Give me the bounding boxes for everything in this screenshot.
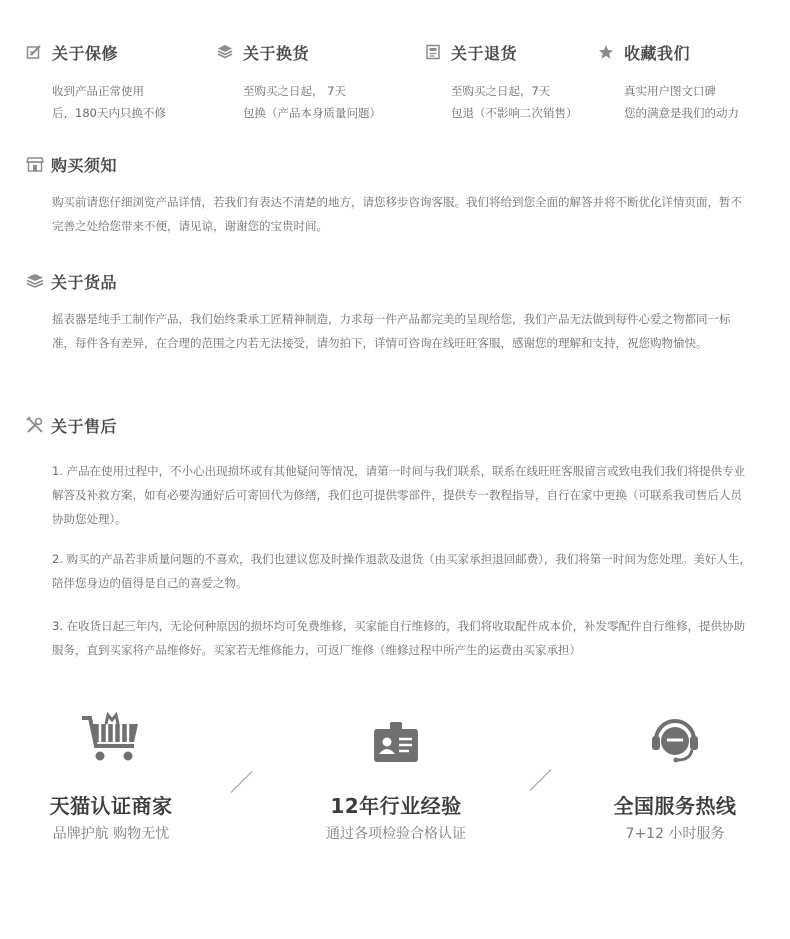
star-icon	[597, 43, 615, 61]
id-card-icon	[373, 720, 419, 768]
badge-title: 全国服务热线	[613, 794, 737, 818]
section-purchase-notice	[26, 152, 766, 238]
badge-experience	[296, 708, 496, 843]
badge-tmall	[11, 708, 211, 843]
policy-title: 关于退货	[451, 43, 518, 63]
policy-title: 收藏我们	[624, 43, 691, 63]
divider	[530, 769, 552, 791]
badge-subtitle: 7+12 小时服务	[625, 826, 725, 842]
section-title: 关于货品	[51, 272, 118, 292]
policy-line: 您的满意是我们的动力	[624, 106, 739, 120]
badge-subtitle: 品牌护航 购物无忧	[52, 826, 170, 842]
policy-line: 包换（产品本身质量问题）	[243, 106, 381, 120]
section-goods	[26, 269, 766, 355]
section-text: 摇表器是纯手工制作产品，我们始终秉承工匠精神制造，力求每一件产品都完美的呈现给您，我们产品无法做到每件心爱之物都同一标准，每件各有差异，在合理的范围之内若无法接受，请勿拍下，详情可咨询在线旺旺客服，感谢您的理解和支持，祝您购物愉快。	[52, 312, 731, 350]
aftersale-item: 3. 在收货日起三年内，无论何种原因的损坏均可免费维修，买家能自行维修的，我们将收取配件成本价，补发零配件自行维修，提供协助服务，直到买家将产品维修好。买家若无维修能力，可返厂维修（维修过程中所产生的运费由买家承担）	[52, 619, 746, 657]
shopping-cart-icon	[80, 712, 142, 768]
headset-icon	[650, 714, 700, 768]
policy-line: 收到产品正常使用	[52, 84, 144, 98]
section-aftersale	[26, 413, 766, 662]
section-title: 关于售后	[51, 416, 118, 436]
badge-title: 天猫认证商家	[49, 794, 173, 818]
section-text: 购买前请您仔细浏览产品详情，若我们有表达不清楚的地方，请您移步咨询客服。我们将给到您全面的解答并将不断优化详情页面，暂不完善之处给您带来不便，请见谅，谢谢您的宝贵时间。	[52, 195, 742, 233]
aftersale-item: 1. 产品在使用过程中，不小心出现损坏或有其他疑问等情况，请第一时间与我们联系，联系在线旺旺客服留言或致电我们我们将提供专业解答及补救方案，如有必要沟通好后可寄回代为修缮，我们也可提供零部件，提供专一教程指导，自行在家中更换（可联系我司售后人员协助您处理）。	[52, 464, 746, 526]
badge-hotline	[575, 708, 775, 843]
policy-line: 包退（不影响二次销售）	[451, 106, 578, 120]
shop-bag-icon	[26, 155, 44, 173]
policy-line: 后，180天内只换不修	[52, 106, 166, 120]
policy-line: 真实用户图文口碑	[624, 84, 716, 98]
policy-title: 关于换货	[243, 43, 310, 63]
policy-warranty	[25, 40, 166, 124]
aftersale-item: 2. 购买的产品若非质量问题的不喜欢，我们也建议您及时操作退款及退货（由买家承担退回邮费），我们将第一时间为您处理。美好人生，陪伴您身边的值得是自己的喜爱之物。	[52, 552, 751, 590]
exchange-box-icon	[216, 43, 234, 61]
warranty-icon	[25, 43, 43, 61]
policy-title: 关于保修	[52, 43, 119, 63]
policy-line: 至购买之日起，7天	[451, 84, 551, 98]
tools-icon	[26, 416, 44, 434]
badge-subtitle: 通过各项检验合格认证	[326, 826, 466, 842]
policy-return	[424, 40, 578, 124]
section-title: 购买须知	[51, 155, 118, 175]
box-stack-icon	[26, 272, 44, 290]
divider	[231, 771, 253, 793]
policy-line: 至购买之日起， 7天	[243, 84, 346, 98]
return-document-icon	[424, 43, 442, 61]
badge-title: 12年行业经验	[330, 794, 462, 818]
policy-exchange	[216, 40, 381, 124]
policy-favorite	[597, 40, 739, 124]
